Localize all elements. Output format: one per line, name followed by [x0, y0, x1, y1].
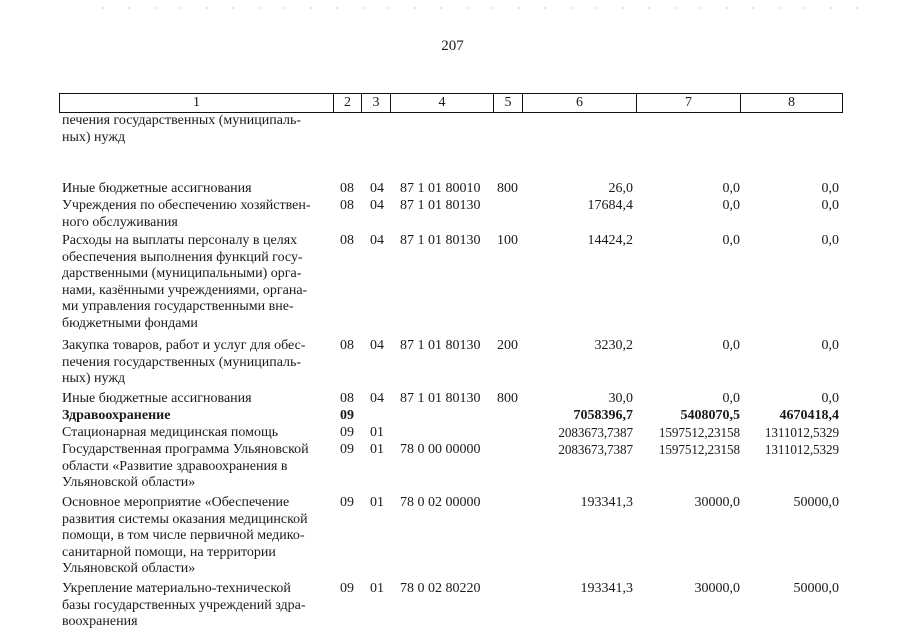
row-amount-3: 0,0 — [821, 391, 839, 406]
row-amount-1: 193341,3 — [580, 495, 633, 510]
row-section: 09 — [340, 425, 354, 440]
row-amount-1: 7058396,7 — [573, 408, 633, 423]
row-section: 09 — [340, 495, 354, 510]
row-target-code: 78 0 02 00000 — [400, 495, 481, 510]
row-section: 09 — [340, 581, 354, 596]
row-subsection: 04 — [370, 233, 384, 248]
row-amount-3: 0,0 — [821, 338, 839, 353]
row-subsection: 01 — [370, 495, 384, 510]
row-section: 08 — [340, 181, 354, 196]
row-target-code: 87 1 01 80130 — [400, 338, 481, 353]
row-subsection: 01 — [370, 581, 384, 596]
row-amount-2: 0,0 — [722, 338, 740, 353]
row-amount-2: 0,0 — [722, 198, 740, 213]
row-amount-1: 3230,2 — [594, 338, 633, 353]
row-description: Стационарная медицинская помощь — [62, 425, 279, 440]
row-section: 09 — [340, 442, 354, 457]
row-amount-2: 0,0 — [722, 391, 740, 406]
row-subsection: 04 — [370, 198, 384, 213]
row-subsection: 04 — [370, 181, 384, 196]
page-number: 207 — [441, 38, 464, 54]
row-expense-type: 100 — [497, 233, 518, 248]
row-amount-3: 1311012,5329 — [764, 442, 839, 457]
row-subsection: 04 — [370, 391, 384, 406]
row-amount-3: 0,0 — [821, 233, 839, 248]
scan-noise — [90, 6, 870, 10]
row-amount-3: 0,0 — [821, 198, 839, 213]
row-amount-1: 17684,4 — [587, 198, 633, 213]
row-amount-1: 2083673,7387 — [558, 442, 633, 457]
row-expense-type: 200 — [497, 338, 518, 353]
row-description: Государственная программа Ульяновской области «Развитие здравоохранения в Ульяновской области» — [62, 442, 309, 490]
row-target-code: 78 0 02 80220 — [400, 581, 481, 596]
row-description: Закупка товаров, работ и услуг для обес- печения государственных (муниципаль- ных) нужд — [62, 338, 306, 386]
row-amount-2: 5408070,5 — [680, 408, 740, 423]
column-header-7: 7 — [637, 94, 741, 113]
row-amount-1: 14424,2 — [587, 233, 633, 248]
row-expense-type: 800 — [497, 391, 518, 406]
budget-table-body — [0, 113, 905, 629]
row-target-code: 87 1 01 80130 — [400, 391, 481, 406]
row-description: Здравоохранение — [62, 408, 171, 423]
row-amount-2: 0,0 — [722, 181, 740, 196]
table-row — [0, 113, 905, 147]
row-description: Основное мероприятие «Обеспечение развития системы оказания медицинской помощи, в том числе первичной медико- санитарной помощи, на территории Ульяновской области» — [62, 495, 308, 576]
row-description: Укрепление материально-технической базы государственных учреждений здра- воохранения — [62, 581, 306, 629]
row-target-code: 87 1 01 80010 — [400, 181, 481, 196]
row-target-code: 87 1 01 80130 — [400, 198, 481, 213]
row-amount-3: 50000,0 — [793, 495, 839, 510]
row-amount-2: 30000,0 — [694, 495, 740, 510]
row-description: Иные бюджетные ассигнования — [62, 181, 252, 196]
row-amount-1: 2083673,7387 — [558, 425, 633, 440]
row-amount-2: 30000,0 — [694, 581, 740, 596]
row-amount-3: 4670418,4 — [779, 408, 839, 423]
row-subsection: 04 — [370, 338, 384, 353]
row-amount-3: 1311012,5329 — [764, 425, 839, 440]
row-description: Иные бюджетные ассигнования — [62, 391, 252, 406]
row-expense-type: 800 — [497, 181, 518, 196]
row-section: 08 — [340, 338, 354, 353]
row-target-code: 87 1 01 80130 — [400, 233, 481, 248]
column-header-5: 5 — [494, 94, 523, 113]
column-header-2: 2 — [334, 94, 362, 113]
row-target-code: 78 0 00 00000 — [400, 442, 481, 457]
row-description: Учреждения по обеспечению хозяйствен- ного обслуживания — [62, 198, 311, 230]
row-description: Расходы на выплаты персоналу в целях обеспечения выполнения функций госу- дарственными (муниципальными) орга- нами, казёнными учреждениями, органа- ми управления государственными вне- бюджетными фондами — [62, 233, 308, 331]
column-header-table — [59, 93, 843, 113]
row-amount-2: 1597512,23158 — [658, 425, 740, 440]
row-amount-3: 50000,0 — [793, 581, 839, 596]
row-section: 09 — [340, 408, 354, 423]
row-amount-1: 193341,3 — [580, 581, 633, 596]
column-header-1: 1 — [60, 94, 334, 113]
row-subsection: 01 — [370, 425, 384, 440]
column-header-6: 6 — [523, 94, 637, 113]
row-amount-2: 1597512,23158 — [658, 442, 740, 457]
row-section: 08 — [340, 233, 354, 248]
row-amount-2: 0,0 — [722, 233, 740, 248]
row-amount-1: 30,0 — [608, 391, 633, 406]
column-header-3: 3 — [362, 94, 391, 113]
row-amount-1: 26,0 — [608, 181, 633, 196]
row-amount-3: 0,0 — [821, 181, 839, 196]
column-header-4: 4 — [391, 94, 494, 113]
column-header-8: 8 — [741, 94, 843, 113]
row-section: 08 — [340, 198, 354, 213]
row-subsection: 01 — [370, 442, 384, 457]
row-description: печения государственных (муниципаль- ных) нужд — [62, 113, 302, 145]
row-section: 08 — [340, 391, 354, 406]
